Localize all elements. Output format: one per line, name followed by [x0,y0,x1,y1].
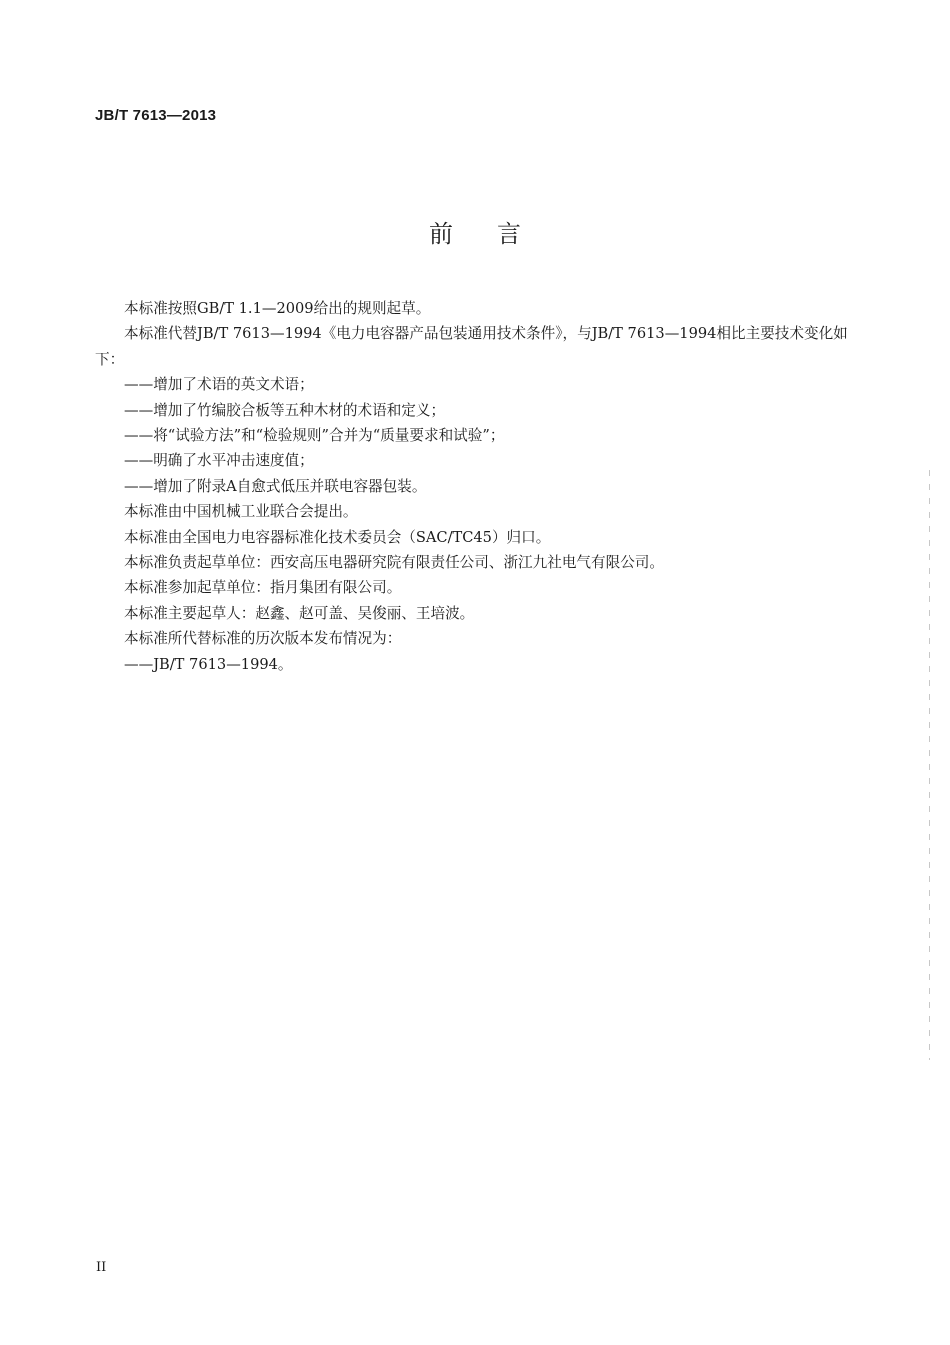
foreword-body [95,296,850,677]
paragraph-replacement: 本标准代替JB/T 7613—1994《电力电容器产品包装通用技术条件》，与JB/T 7613—1994相比主要技术变化如下： [95,325,848,368]
change-item: ——增加了附录A自愈式低压并联电容器包装。 [124,477,427,495]
paragraph-version-history: 本标准所代替标准的历次版本发布情况为： [124,630,402,648]
paragraph-participating-drafters: 本标准参加起草单位：指月集团有限公司。 [124,579,402,597]
paragraph-lead-drafters: 本标准负责起草单位：西安高压电器研究院有限责任公司、浙江九社电气有限公司。 [124,554,664,572]
paragraph-drafting-rules: 本标准按照GB/T 1.1—2009给出的规则起草。 [124,300,431,317]
change-item: ——将“试验方法”和“检验规则”合并为“质量要求和试验”； [124,427,505,445]
page-number: II [96,1260,107,1275]
scan-margin-line [929,470,930,1060]
paragraph-committee: 本标准由全国电力电容器标准化技术委员会（SAC/TC45）归口。 [124,528,551,546]
change-item: ——增加了术语的英文术语； [124,376,314,394]
paragraph-main-drafters: 本标准主要起草人：赵鑫、赵可盖、吴俊丽、王培波。 [124,604,475,622]
paragraph-proposer: 本标准由中国机械工业联合会提出。 [124,503,358,521]
standard-number: JB/T 7613—2013 [95,107,217,124]
version-history-item: ——JB/T 7613—1994。 [124,655,293,673]
change-item: ——明确了水平冲击速度值； [124,452,314,470]
page-title: 前言 [429,220,565,248]
change-item: ——增加了竹编胶合板等五种木材的术语和定义； [124,401,446,419]
